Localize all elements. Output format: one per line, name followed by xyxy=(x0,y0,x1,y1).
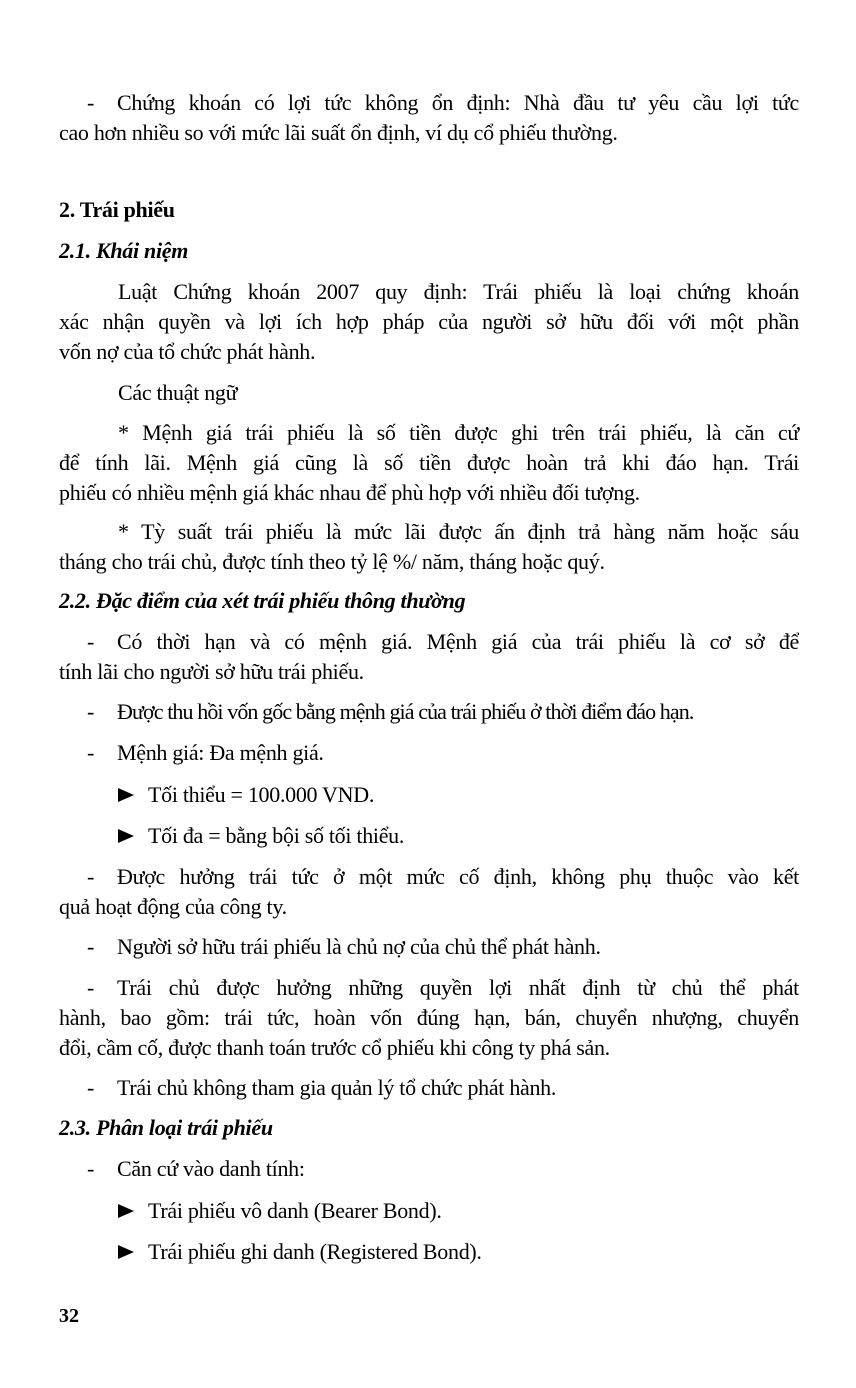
page-number: 32 xyxy=(59,1305,79,1327)
dash-bullet: - xyxy=(87,1156,95,1181)
arrow-bullet-icon xyxy=(118,829,134,843)
dash-bullet: - xyxy=(87,975,95,1000)
feature-2: - Được thu hồi vốn gốc bằng mệnh giá của trái phiếu ở thời điểm đáo hạn. xyxy=(59,697,799,727)
definition-line-1: Luật Chứng khoán 2007 quy định: Trái phiếu là loại chứng khoán xyxy=(118,279,799,304)
arrow-bullet-icon xyxy=(118,788,134,802)
dash-bullet: - xyxy=(87,934,95,959)
intro-line-2: cao hơn nhiều so với mức lãi suất ổn định, ví dụ cổ phiếu thường. xyxy=(59,120,618,145)
feature-7: - Trái chủ không tham gia quản lý tổ chức phát hành. xyxy=(59,1073,799,1103)
feature-5: - Người sở hữu trái phiếu là chủ nợ của chủ thể phát hành. xyxy=(59,932,799,962)
intro-line-1: - Chứng khoán có lợi tức không ổn định: Nhà đầu tư yêu cầu lợi tức xyxy=(59,88,799,118)
dash-bullet: - xyxy=(87,699,94,724)
dash-bullet: - xyxy=(87,90,95,115)
classification-1: - Căn cứ vào danh tính: xyxy=(59,1154,799,1184)
dash-bullet: - xyxy=(87,864,95,889)
definition-line-3: vốn nợ của tổ chức phát hành. xyxy=(59,339,316,364)
term1-line-3: phiếu có nhiều mệnh giá khác nhau để phù hợp với nhiều đối tượng. xyxy=(59,480,640,505)
feature-3: - Mệnh giá: Đa mệnh giá. xyxy=(59,738,799,768)
arrow-bullet-icon xyxy=(118,1245,134,1259)
feature-6-line-1: - Trái chủ được hưởng những quyền lợi nhất định từ chủ thể phát xyxy=(59,973,799,1003)
subsection-heading-2-1: 2.1. Khái niệm xyxy=(59,238,189,263)
feature-4-line-1: - Được hưởng trái tức ở một mức cố định, không phụ thuộc vào kết xyxy=(59,862,799,892)
term2-line-2: tháng cho trái chủ, được tính theo tỷ lệ %/ năm, tháng hoặc quý. xyxy=(59,549,605,574)
subsection-heading-2-2: 2.2. Đặc điểm của xét trái phiếu thông thường xyxy=(59,588,466,613)
terms-label: Các thuật ngữ xyxy=(118,380,238,405)
definition-line-2: xác nhận quyền và lợi ích hợp pháp của người sở hữu đối với một phần xyxy=(59,309,799,334)
dash-bullet: - xyxy=(87,629,95,654)
feature-6-line-3: đổi, cầm cố, được thanh toán trước cổ phiếu khi công ty phá sản. xyxy=(59,1035,610,1060)
term1-line-1: * Mệnh giá trái phiếu là số tiền được ghi trên trái phiếu, là căn cứ xyxy=(118,420,799,445)
classification-1-sub-1: Trái phiếu vô danh (Bearer Bond). xyxy=(59,1196,856,1226)
dash-bullet: - xyxy=(87,740,95,765)
feature-3-sub-2: Tối đa = bằng bội số tối thiểu. xyxy=(59,821,856,851)
feature-1-line-1: - Có thời hạn và có mệnh giá. Mệnh giá của trái phiếu là cơ sở để xyxy=(59,627,799,657)
arrow-bullet-icon xyxy=(118,1204,134,1218)
term1-line-2: để tính lãi. Mệnh giá cũng là số tiền được hoàn trả khi đáo hạn. Trái xyxy=(59,450,799,475)
dash-bullet: - xyxy=(87,1075,95,1100)
term2-line-1: * Tỳ suất trái phiếu là mức lãi được ấn định trả hàng năm hoặc sáu xyxy=(118,519,799,544)
section-heading: 2. Trái phiếu xyxy=(59,197,175,222)
feature-3-sub-1: Tối thiểu = 100.000 VND. xyxy=(59,780,856,810)
feature-1-line-2: tính lãi cho người sở hữu trái phiếu. xyxy=(59,659,364,684)
feature-4-line-2: quả hoạt động của công ty. xyxy=(59,894,287,919)
classification-1-sub-2: Trái phiếu ghi danh (Registered Bond). xyxy=(59,1237,856,1267)
feature-6-line-2: hành, bao gồm: trái tức, hoàn vốn đúng hạn, bán, chuyển nhượng, chuyển xyxy=(59,1005,799,1030)
subsection-heading-2-3: 2.3. Phân loại trái phiếu xyxy=(59,1115,273,1140)
